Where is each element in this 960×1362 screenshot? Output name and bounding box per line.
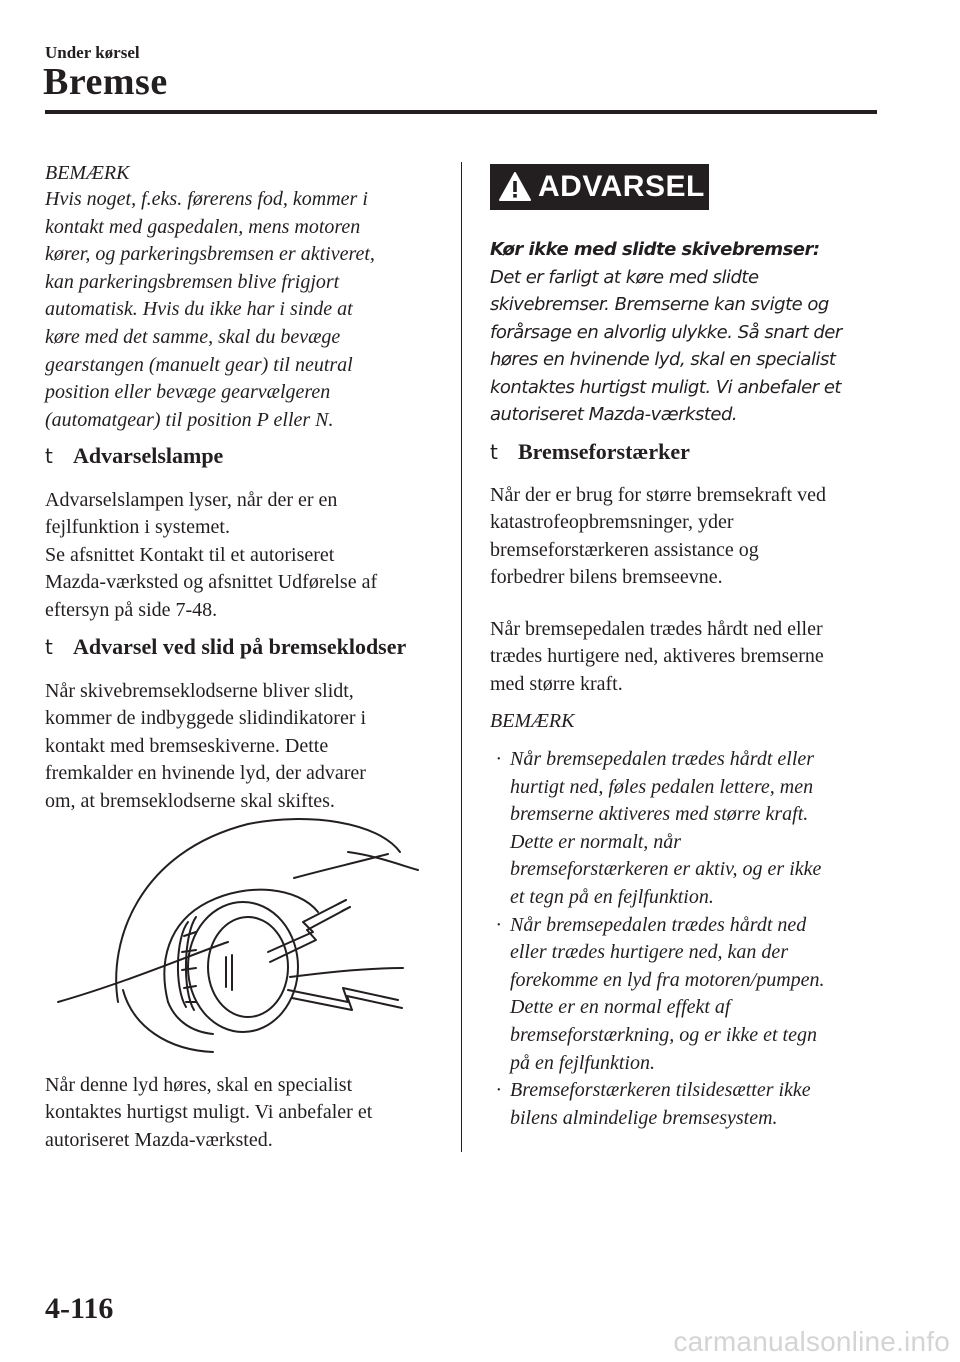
bullet-line: Dette er en normal effekt af (510, 996, 731, 1019)
body-line: om, at bremseklodserne skal skiftes. (45, 789, 335, 812)
heading-advarselslampe (45, 443, 445, 469)
bullet-line: bremseforstærkning, og er ikke et tegn (510, 1023, 817, 1046)
body-line: forbedrer bilens bremseevne. (490, 566, 723, 589)
body-line: fremkalder en hvinende lyd, der advarer (45, 762, 366, 785)
heading-bremseforstaerker (490, 439, 890, 465)
body-line: Når bremsepedalen trædes hårdt ned eller (490, 618, 823, 640)
note-title-right: BEMÆRK (490, 710, 575, 732)
note-line: kontakt med gaspedalen, mens motoren (45, 215, 361, 238)
heading-text: Bremseforstærker (518, 439, 690, 464)
note-title-left: BEMÆRK (45, 162, 130, 184)
note-line: Hvis noget, f.eks. førerens fod, kommer i (45, 188, 368, 210)
list-item (490, 1077, 890, 1132)
warning-line: Det er farligt at køre med slidte (490, 266, 759, 288)
body-line: katastrofeopbremsninger, yder (490, 511, 734, 534)
warning-line: høres en hvinende lyd, skal en specialist (490, 349, 836, 370)
section-marker-icon: t (45, 444, 53, 468)
note-line: kan parkeringsbremsen blive frigjort (45, 270, 340, 293)
list-item (490, 746, 890, 912)
bullet-dot-icon: · (496, 913, 501, 936)
after-figure-body (45, 1072, 445, 1154)
note-line: position eller bevæge gearvælgeren (45, 381, 331, 404)
heading-slid-bremseklodser (45, 634, 445, 660)
column-divider (461, 162, 462, 1152)
section-marker-icon: t (45, 635, 53, 659)
bullet-line: Bremseforstærkeren tilsidesætter ikke (510, 1079, 811, 1102)
heading-text: Advarsel ved slid på bremseklodser (73, 634, 407, 659)
bremseforstaerker-para1 (490, 482, 890, 592)
section-label: Under kørsel (45, 43, 140, 62)
bullet-line: bilens almindelige bremsesystem. (510, 1106, 778, 1129)
bullet-line: Når bremsepedalen trædes hårdt ned (510, 913, 807, 936)
section-marker-icon: t (490, 440, 498, 464)
body-line: fejlfunktion i systemet. (45, 516, 230, 539)
body-line: bremseforstærkeren assistance og (490, 538, 759, 561)
body-line: med større kraft. (490, 672, 623, 695)
note-line: automatisk. Hvis du ikke har i sinde at (45, 298, 353, 321)
warning-label: ADVARSEL (538, 170, 705, 203)
bullet-line: på en fejlfunktion. (510, 1051, 655, 1074)
body-line: Advarselslampen lyser, når der er en (45, 489, 338, 511)
body-line: kommer de indbyggede slidindikatorer i (45, 707, 367, 730)
body-line: Når denne lyd høres, skal en specialist (45, 1074, 353, 1096)
page-number: 4-116 (45, 1292, 114, 1325)
body-line: Se afsnittet Kontakt til et autoriseret (45, 543, 335, 566)
bremseforstaerker-para2 (490, 616, 890, 698)
bullet-line: Når bremsepedalen trædes hårdt eller (510, 748, 815, 770)
warning-badge (490, 164, 709, 210)
body-line: Når der er brug for større bremsekraft ved (490, 484, 826, 506)
note-line: køre med det samme, skal du bevæge (45, 325, 341, 348)
body-line: Mazda-værksted og afsnittet Udførelse af (45, 571, 378, 594)
bullet-line: bremseforstærkeren er aktiv, og er ikke (510, 858, 822, 881)
heading-text: Advarselslampe (73, 443, 224, 468)
warning-line: skivebremser. Bremserne kan svigte og (490, 294, 829, 315)
note-body-left (45, 186, 445, 434)
body-line: kontaktes hurtigst muligt. Vi anbefaler et (45, 1101, 373, 1124)
note-line: gearstangen (manuelt gear) til neutral (45, 353, 353, 376)
bullet-dot-icon: · (496, 1079, 501, 1102)
bullet-line: forekomme en lyd fra motoren/pumpen. (510, 968, 825, 991)
warning-title: Kør ikke med slidte skivebremser: (490, 239, 820, 260)
body-line: autoriseret Mazda-værksted. (45, 1128, 273, 1151)
warning-line: autoriseret Mazda-værksted. (490, 404, 738, 425)
body-line: kontakt med bremseskiverne. Dette (45, 734, 329, 757)
note-bullet-list (490, 746, 890, 1132)
bullet-line: Dette er normalt, når (510, 830, 682, 853)
bullet-line: bremserne aktiveres med større kraft. (510, 803, 809, 826)
body-line: Når skivebremseklodserne bliver slidt, (45, 680, 354, 702)
warning-triangle-icon (498, 171, 532, 203)
note-line: (automatgear) til position P eller N. (45, 408, 334, 431)
warning-line: forårsage en alvorlig ulykke. Så snart der (490, 321, 842, 343)
bullet-line: hurtigt ned, føles pedalen lettere, men (510, 775, 814, 798)
body-line: trædes hurtigere ned, aktiveres bremserne (490, 645, 824, 668)
warning-text (490, 236, 890, 429)
brake-disc-squeal-icon (48, 812, 428, 1062)
note-line: kører, og parkeringsbremsen er aktiveret, (45, 243, 375, 266)
title-rule (45, 110, 877, 114)
bullet-dot-icon: · (496, 748, 501, 770)
bullet-line: eller trædes hurtigere ned, kan der (510, 941, 789, 964)
warning-line: kontaktes hurtigst muligt. Vi anbefaler et (490, 376, 841, 398)
slid-body (45, 678, 445, 815)
page-title: Bremse (43, 61, 168, 103)
watermark: carmanualsonline.info (673, 1326, 950, 1357)
advarselslampe-body (45, 487, 445, 624)
list-item (490, 912, 890, 1078)
bullet-line: et tegn på en fejlfunktion. (510, 885, 714, 908)
body-line: eftersyn på side 7-48. (45, 598, 218, 621)
